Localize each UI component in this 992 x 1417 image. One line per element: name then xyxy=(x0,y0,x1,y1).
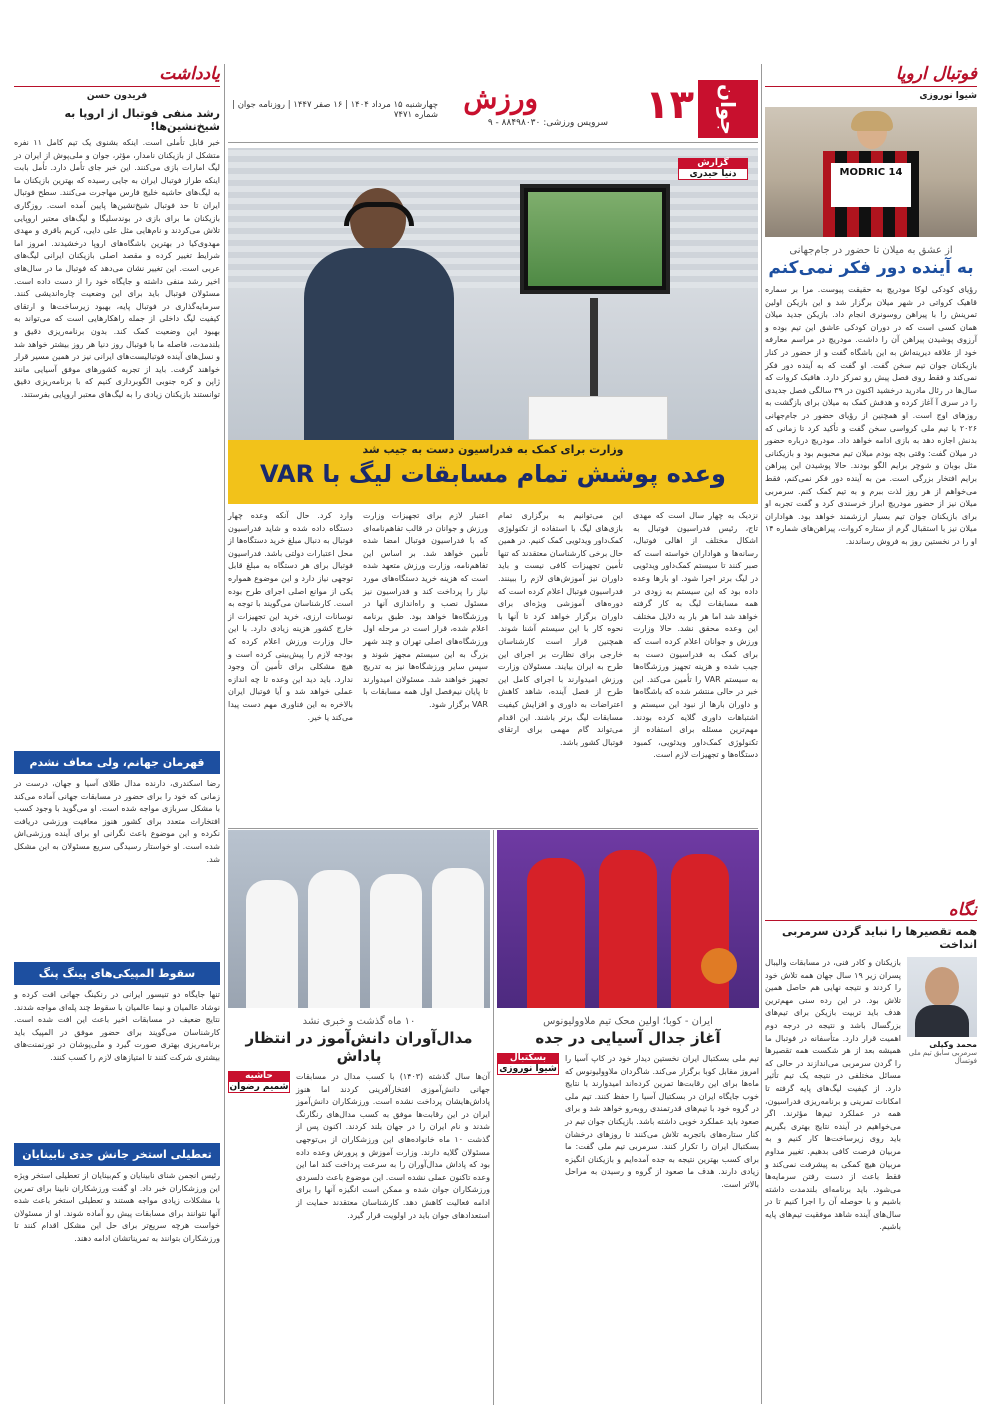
opinion-intro xyxy=(765,957,901,1232)
right-body: رؤیای کودکی لوکا مودریچ به حقیقت پیوست. مرا بر سماره قاهیک کرواتی در شهر میلان برگزار شد و این بازیکن اولین تمرینش را با پیراهن روسونری انجام داد. بازیکن جدید میلان همان کسی است که در دوران کودکی عاشق این تیم بوده و آرزوی پوشیدن پیراهن آن را داشت. مودریچ در مراسم معارفه خود از علاقه دیرینه‌اش به این باشگاه گفت و از حضور در کنار بازیکنان جوان تیم سخن گفت. او گفت که به آینده دور فکر نمی‌کند و فقط روی فصل پیش رو تمرکز دارد. هافبک کروات که سال‌ها در رئال مادرید درخشید اکنون در ۳۹ سالگی فصل جدیدی را در سری آ آغاز کرده و هدفش کمک به میلان برای بازگشت به روزهای اوج است. او همچنین از رؤیای حضور در جام‌جهانی ۲۰۲۶ با تیم ملی کرواسی سخن گفت و تأکید کرد تا زمانی که بدنش اجازه دهد به بازی ادامه خواهد داد. مودریچ درباره حضور در میلان گفت: وقتی بچه بودم میلان تیم محبوبم بود و بازیکنانی مثل بوبان و شوچر برایم الگو بودند. حالا پوشیدن این پیراهن برایم افتخار بزرگی است. من به آینده دور فکر نمی‌کنم، فقط می‌خواهم از هر روز لذت ببرم و به تیم کمک کنم. سرمربی میلان نیز از حضور مودریچ ابراز خرسندی کرد و گفت تجربه او برای بازیکنان جوان تیم بسیار ارزشمند خواهد بود. هواداران میلان نیز با استقبال گرم از ستاره کروات، پیراهن‌های شماره ۱۴ او را در نخستین روز به فروش رساندند. xyxy=(765,285,977,546)
opinion-author-photo xyxy=(907,957,977,1037)
player-3 xyxy=(671,854,729,1008)
right-headline: به آینده دور فکر نمی‌کنم xyxy=(768,258,974,278)
page-logo xyxy=(698,80,758,138)
report-author: دنیا حیدری xyxy=(678,168,748,180)
students-tag: حاشیه xyxy=(228,1071,290,1081)
var-monitor xyxy=(520,184,670,294)
author-face xyxy=(925,967,959,1007)
player-1 xyxy=(527,858,585,1008)
right-section-title: فوتبال اروپا xyxy=(765,64,977,87)
left-section-title: یادداشت xyxy=(14,64,220,87)
box2-title: سقوط المپیکی‌های پینگ پنگ xyxy=(14,962,220,985)
students-tag-author: شمیم رضوان xyxy=(229,1082,289,1092)
shirt-caption: MODRIC 14 xyxy=(839,167,903,178)
box3-body: رئیس انجمن شنای نابینایان و کم‌بینایان از تعطیلی استخر ویژه این ورزشکاران خبر داد. او گفت ورزشکاران نابینا برای تمرین با مشکلات زیادی مواجه هستند و تعطیلی استخر باعث شده آنها نتوانند برای مسابقات پیش رو آماده شوند. او از مسئولان خواست هرچه سریع‌تر برای حل این مشکل اقدام کنند تا ورزشکاران بتوانند به تمریناتشان ادامه دهند. xyxy=(14,1171,220,1243)
right-author: شیوا نوروزی xyxy=(919,91,977,101)
students-headline: مدال‌آوران دانش‌آموز در انتظار پاداش xyxy=(245,1029,473,1065)
masthead xyxy=(228,80,758,140)
student-3 xyxy=(370,874,422,1008)
player-2 xyxy=(599,850,657,1008)
section-name: ورزش xyxy=(463,82,538,115)
modric-photo xyxy=(765,107,977,237)
author-suit xyxy=(915,1005,969,1037)
basketball-photo xyxy=(497,830,759,1008)
basketball-ball xyxy=(701,948,737,984)
box1-title: قهرمان جهانم، ولی معاف نشدم xyxy=(14,751,220,774)
right-kicker: از عشق به میلان تا حضور در جام‌جهانی xyxy=(789,245,953,256)
dateline: چهارشنبه ۱۵ مرداد ۱۴۰۴ | ۱۶ صفر ۱۴۴۷ | روزنامه جوان | شماره ۷۴۷۱ xyxy=(232,100,438,120)
opinion-section: نگاه xyxy=(765,900,977,921)
main-col-1: نزدیک به چهار سال است که مهدی تاج، رئیس فدراسیون فوتبال به اشکال مختلف از اهالی فوتبال، رسانه‌ها و هواداران خواسته است که صبر کنند تا سیستم کمک‌داور ویدئویی در لیگ برتر اجرا شود. او بارها وعده داده بود که این سیستم به زودی در همه مسابقات لیگ به کار گرفته خواهد شد اما هر بار به دلایل مختلف این وعده محقق نشد. حالا وزارت ورزش و جوانان اعلام کرده است که برای کمک به فدراسیون دست به جیب شده و هزینه تجهیز ورزشگاه‌ها به سیستم VAR را تأمین می‌کند. این خبر در حالی منتشر شده که باشگاه‌ها و داوران بارها از نبود این سیستم و اشتباهات داوری گلایه کرده بودند. مهم‌ترین مسئله برای استفاده از تکنولوژی کمک‌داور ویدئویی، کمبود دستگاه‌ها و تجهیزات لازم است. xyxy=(633,511,759,760)
referee-body xyxy=(304,248,454,440)
monitor-screen xyxy=(528,192,662,286)
note-headline: رشد منفی فوتبال از اروپا به شیخ‌نشین‌ها! xyxy=(64,107,220,133)
main-headline: وعده پوشش تمام مسابقات لیگ با VAR xyxy=(260,460,726,488)
main-body xyxy=(228,510,758,828)
basketball-headline: آغاز جدال آسیایی در جده xyxy=(535,1029,721,1047)
main-col-3: اعتبار لازم برای تجهیزات وزارت ورزش و جوانان در قالب تفاهم‌نامه‌ای که با فدراسیون فوتبال امضا شده تأمین خواهد شد. بر اساس این تفاهم‌نامه، وزارت ورزش متعهد شده است که هزینه خرید دستگاه‌های مورد نیاز را پرداخت کند و فدراسیون نیز مسئول نصب و راه‌اندازی آنها در ورزشگاه‌ها خواهد بود. طبق برنامه اعلام شده، قرار است در مرحله اول ورزشگاه‌های اصلی تهران و چند شهر بزرگ به این سیستم مجهز شوند و سپس سایر ورزشگاه‌ها نیز به تدریج تجهیز خواهند شد. مسئولان امیدوارند تا پایان نیم‌فصل اول همه مسابقات با VAR برگزار شود. xyxy=(363,511,488,709)
page-number: ۱۳ xyxy=(645,82,694,128)
students-kicker: ۱۰ ماه گذشت و خبری نشد xyxy=(302,1016,416,1027)
box2-body: تنها جایگاه دو تنیسور ایرانی در رنکینگ جهانی افت کرده و نوشاد عالمیان و نیما عالمیان با سقوط چند پله‌ای مواجه شدند. نتایج ضعیف در مسابقات اخیر باعث این افت شده است. کارشناسان می‌گویند برای حضور موفق در المپیک باید برنامه‌ریزی بهتری صورت گیرد و ملی‌پوشان در تورنمنت‌های بیشتری شرکت کنند تا امتیازهای لازم را کسب کنند. xyxy=(14,990,220,1062)
shirt-banner xyxy=(831,163,911,207)
player-hair xyxy=(851,111,893,131)
basketball-body: تیم ملی بسکتبال ایران نخستین دیدار خود در کاپ آسیا را امروز مقابل کوبا برگزار می‌کند. شاگردان ملاوولیونوس که ماه‌ها برای این رقابت‌ها تمرین کرده‌اند امیدوارند با نتایج خوب جایگاه ایران در بسکتبال آسیا را حفظ کنند. تیم ملی در گروه خود با تیم‌های قدرتمندی روبه‌رو خواهد شد و برای صعود باید عملکرد خوبی داشته باشد. بازیکنان جوان تیم در کنار ستاره‌های باتجربه تلاش می‌کنند تا روزهای درخشان بسکتبال ایران را تکرار کنند. سرمربی تیم ملی گفت: ما برای کسب بهترین نتیجه به جده آمده‌ایم و بازیکنان انگیزه زیادی دارند. هدف ما صعود از گروه و رسیدن به مراحل بالاتر است. xyxy=(565,1054,759,1189)
service-line: سرویس ورزشی: ۸۸۴۹۸۰۳۰ - ۹ xyxy=(487,118,608,128)
separator-left xyxy=(224,64,225,1404)
right-column xyxy=(765,64,977,1404)
separator-bottom-mid xyxy=(493,830,494,1405)
monitor-stand xyxy=(590,298,598,398)
student-2 xyxy=(308,870,360,1008)
main-subhead: وزارت برای کمک به فدراسیون دست به جیب شد xyxy=(362,443,624,456)
main-col-2: این می‌توانیم به برگزاری تمام بازی‌های لیگ با استفاده از تکنولوژی کمک‌داور ویدئویی کمک کنیم. در همین حال برخی کارشناسان معتقدند که تنها تأمین تجهیزات کافی نیست و باید داوران نیز آموزش‌های لازم را ببینند. فدراسیون فوتبال اعلام کرده است که دوره‌های آموزشی ویژه‌ای برای داوران برگزار خواهد کرد تا آنها با نحوه کار با این سیستم آشنا شوند. همچنین قرار است کارشناسان خارجی برای نظارت بر اجرای این طرح به ایران بیایند. مسئولان وزارت ورزش امیدوارند با اجرای کامل این طرح از فصل آینده، شاهد کاهش اعتراضات به داوری و افزایش کیفیت مسابقات لیگ برتر باشند. این اقدام می‌تواند گام مهمی برای ارتقای فوتبال کشور باشد. xyxy=(498,511,623,747)
basketball-tag-author: شیوا نوروزی xyxy=(497,1063,559,1075)
note-body: خبر قابل تأملی است. اینکه بشنوی یک تیم کامل ۱۱ نفره متشکل از بازیکنان نامدار، مؤثر، جوان و ملی‌پوش از ایران در لیگ امارات بازی می‌کنند. این خبر جای تأمل دارد. تأمل بابت اینکه طراز فوتبال ایران به جایی رسیده که بهترین بازیکنان ما به لیگ‌های حاشیه خلیج فارس مهاجرت می‌کنند. سطح فوتبال ایران تا حد فوتبال شیخ‌نشین‌ها پایین آمده است. روزگاری بازیکنان ما برای بازی در بوندسلیگا و لیگ‌های معتبر اروپایی تلاش می‌کردند و نام‌هایی مثل علی دایی، کریم باقری و مهدی مهدوی‌کیا در بهترین باشگاه‌های اروپا درخشیدند. امروز اما شرایط تغییر کرده و مقصد اصلی بازیکنان ایرانی لیگ‌های عربی است. این تغییر نشان می‌دهد که فوتبال ما در سال‌های اخیر رشد منفی داشته و جایگاه خود را از دست داده است. مسئولان فوتبال باید برای این وضعیت چاره‌اندیشی کنند. سرمایه‌گذاری در فوتبال پایه، بهبود زیرساخت‌ها و ارتقای کیفیت لیگ داخلی از جمله راهکارهایی است که می‌تواند به بهبود این وضعیت کمک کند. بدون برنامه‌ریزی دقیق و بلندمدت، فاصله ما با فوتبال روز دنیا هر روز بیشتر خواهد شد و نسل‌های آینده فوتبالیست‌های ایرانی نیز در همین مسیر قرار خواهند گرفت. باید از تجربه کشورهای موفق آسیایی مانند ژاپن و کره جنوبی الگوبرداری کنیم که با برنامه‌ریزی دقیق توانستند بازیکنان زیادی را به لیگ‌های معتبر اروپایی بفرستند. xyxy=(14,138,220,399)
var-photo xyxy=(228,148,758,440)
report-label: گزارش xyxy=(678,158,748,168)
box1-body: رضا اسکندری، دارنده مدال طلای آسیا و جهان، درست در زمانی که خود را برای حضور در مسابقات جهانی آماده می‌کند با مشکل سربازی مواجه شده است. او می‌گوید با وجود کسب افتخارات متعدد برای کشور هنوز معافیت ورزشی دریافت نکرده و این موضوع باعث نگرانی او برای آینده ورزشی‌اش شده است. او خواستار رسیدگی سریع مسئولان به این مشکل شد. xyxy=(14,779,220,864)
basketball-tag: بسکتبال xyxy=(497,1053,559,1063)
logo-text: جوان xyxy=(716,83,740,135)
masthead-rule xyxy=(228,142,758,143)
opinion-headline: همه تقصیرها را نباید گردن سرمربی انداخت xyxy=(782,925,977,951)
students-story xyxy=(228,830,490,1405)
students-photo xyxy=(228,830,490,1008)
report-tag xyxy=(678,158,748,180)
headline-banner xyxy=(228,440,758,504)
separator-bottom xyxy=(228,828,758,829)
student-1 xyxy=(246,880,298,1008)
box3-title: تعطیلی استخر جانش جدی نابینایان xyxy=(14,1143,220,1166)
basketball-kicker: ایران - کوبا؛ اولین محک تیم ملاوولیونوس xyxy=(543,1016,713,1027)
left-author: فریدون حسن xyxy=(86,91,148,101)
opinion-body-top: بازیکنان و کادر فنی، در مسابقات والیبال پسران زیر ۱۹ سال جهان همه تلاش خود را کردند و نتیجه نهایی هم حاصل همین تلاش بود. در این رده سنی مهم‌ترین هدف باید تربیت بازیکن برای تیم‌های بزرگسال باشد و نتیجه در درجه دوم اهمیت قرار دارد. متأسفانه در فوتبال ما همیشه بعد از هر شکست همه تقصیرها را گردن سرمربی می‌اندازند در حالی که مسائل مختلفی در نتیجه یک تیم تأثیر دارد. از کیفیت لیگ‌های پایه گرفته تا امکانات تمرینی و برنامه‌ریزی فدراسیون، همه در عملکرد تیم‌ها مؤثرند. اگر می‌خواهیم در آینده نتایج بهتری بگیریم باید روی زیرساخت‌ها کار کنیم و به مربیان فرصت کافی بدهیم. تغییر مداوم مربیان هیچ کمکی به پیشرفت نمی‌کند و فقط باعث از دست رفتن سرمایه‌ها می‌شود. باید برنامه‌ای بلندمدت داشته باشیم و با حوصله آن را اجرا کنیم تا در سال‌های آینده شاهد موفقیت تیم‌های پایه باشیم. xyxy=(765,958,901,1232)
referee-figure xyxy=(304,188,454,440)
basketball-story xyxy=(497,830,759,1405)
left-column xyxy=(14,64,220,1404)
main-col-4: وارد کرد. حال آنکه وعده چهار دستگاه داده شده و شاید فدراسیون فوتبال به دنبال مبلغ خرید دستگاه‌ها از محل اعتبارات دولتی باشد. فدراسیون فوتبال برای هر دستگاه به مبلغ قابل توجهی نیاز دارد و این موضوع همواره یکی از موانع اصلی اجرای طرح بوده است. کارشناسان می‌گویند با توجه به نوسانات ارزی، خرید این تجهیزات از خارج کشور هزینه زیادی دارد. با این حال وزارت ورزش اعلام کرده که بودجه لازم را پیش‌بینی کرده است و هیچ مشکلی برای تأمین آن وجود ندارد. باید دید این وعده تا چه اندازه عملی خواهد شد و آیا فوتبال ایران بالاخره به این فناوری مهم دست پیدا می‌کند یا خیر. xyxy=(228,511,353,722)
monitor-base xyxy=(528,396,668,440)
opinion-author: محمد وکیلی xyxy=(929,1040,977,1049)
student-4 xyxy=(432,868,484,1008)
referee-headset xyxy=(344,202,414,226)
separator-right xyxy=(761,64,762,1404)
students-body: آن‌ها سال گذشته (۱۴۰۳) با کسب مدال در مسابقات جهانی دانش‌آموزی افتخارآفرینی کردند اما هنوز پاداش‌هایشان پرداخت نشده است. ورزشکاران دانش‌آموز ایران در این رقابت‌ها موفق به کسب مدال‌های رنگارنگ شدند و نام ایران را در جهان بلند کردند. اکنون پس از گذشت ۱۰ ماه خانواده‌های این ورزشکاران از بی‌توجهی مسئولان گلایه دارند. وزارت آموزش و پرورش وعده داده بود که پاداش مدال‌آوران را به سرعت پرداخت کند اما این وعده تاکنون عملی نشده است. این موضوع باعث دلسردی ورزشکاران جوان شده و ممکن است انگیزه آنها را برای ادامه فعالیت کاهش دهد. کارشناسان معتقدند حمایت از استعدادهای جوان باید در اولویت قرار گیرد. xyxy=(296,1072,490,1220)
opinion-author-role: سرمربی سابق تیم ملی فوتسال xyxy=(908,1049,977,1065)
